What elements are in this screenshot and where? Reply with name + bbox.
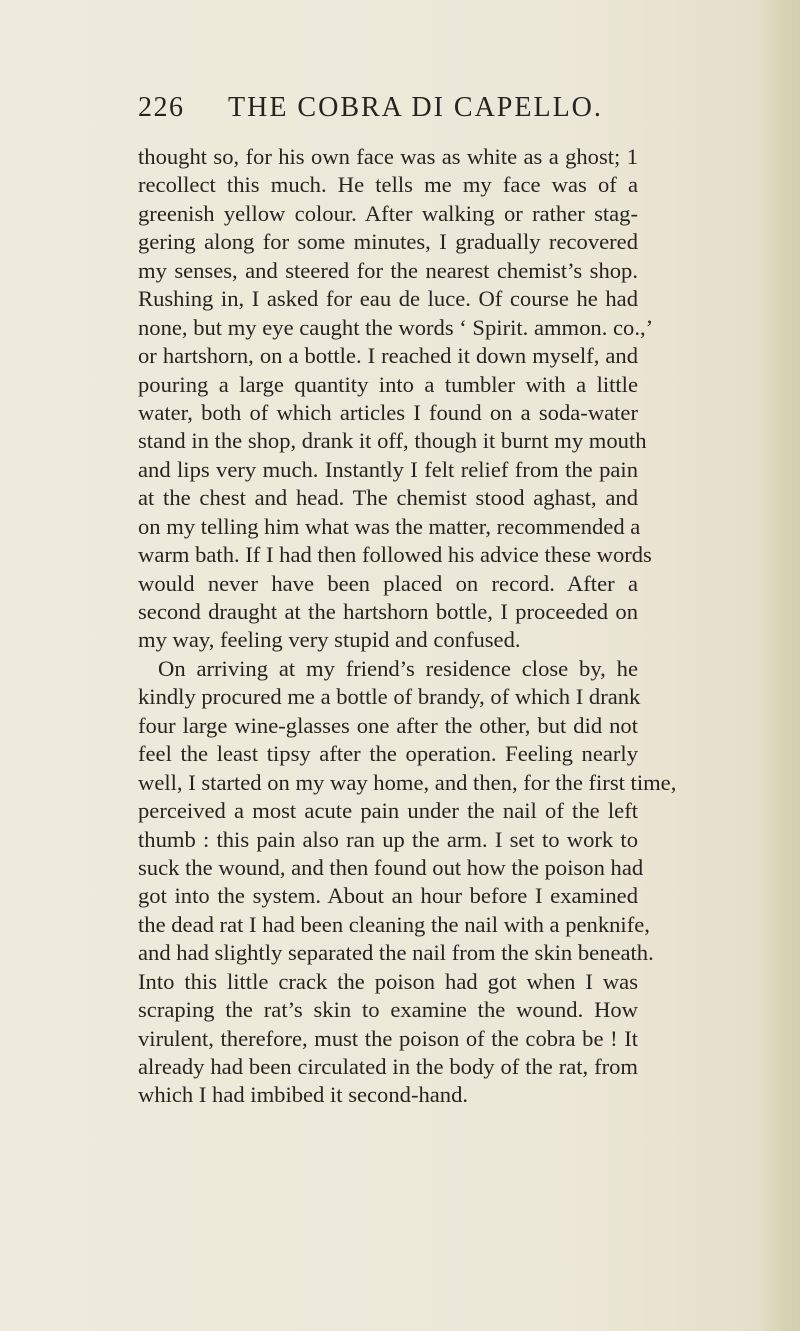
text-line: at the chest and head. The chemist stood aghast, and	[138, 485, 638, 511]
text-line: second draught at the hartshorn bottle, I proceeded on	[138, 599, 638, 624]
text-line: warm bath. If I had then followed his advice these words	[138, 542, 652, 568]
text-line: or hartshorn, on a bottle. I reached it down myself, and	[138, 343, 638, 369]
text-line: well, I started on my way home, and then, for the first time,	[138, 769, 677, 795]
page-number: 226	[138, 92, 185, 123]
paragraph-1	[138, 143, 654, 655]
text-line: virulent, therefore, must the poison of the cobra be ! It	[138, 1025, 638, 1051]
body-text	[138, 143, 677, 1110]
text-line: recollect this much. He tells me my face was of a	[138, 172, 638, 198]
text-line: water, both of which articles I found on a soda-water	[138, 399, 638, 425]
text-line: thought so, for his own face was as white as a ghost; 1	[138, 144, 638, 169]
text-line: which I had imbibed it second-hand.	[138, 1082, 469, 1108]
paragraph-2	[138, 655, 677, 1110]
text-line: got into the system. About an hour before I examined	[138, 883, 638, 909]
text-line: the dead rat I had been cleaning the nail with a penknife,	[138, 911, 650, 937]
text-line: gering along for some minutes, I gradually recovered	[138, 229, 638, 255]
text-line: thumb : this pain also ran up the arm. I set to work to	[138, 826, 638, 852]
running-head: THE COBRA DI CAPELLO.	[228, 92, 603, 123]
text-line: greenish yellow colour. After walking or rather stag-	[138, 200, 638, 226]
text-line: already had been circulated in the body of the rat, from	[138, 1054, 638, 1079]
text-line: and had slightly separated the nail from the skin beneath.	[138, 940, 654, 966]
text-line: suck the wound, and then found out how the poison had	[138, 854, 644, 880]
page-edge-stain	[760, 0, 800, 1331]
text-line: Rushing in, I asked for eau de luce. Of course he had	[138, 286, 638, 312]
text-line: my senses, and steered for the nearest chemist’s shop.	[138, 257, 638, 283]
text-line: On arriving at my friend’s residence close by, he	[158, 655, 638, 681]
text-line: four large wine-glasses one after the other, but did not	[138, 712, 638, 738]
text-line: perceived a most acute pain under the nail of the left	[138, 798, 638, 824]
text-line: on my telling him what was the matter, recommended a	[138, 513, 641, 539]
text-line: none, but my eye caught the words ‘ Spirit. ammon. co.,’	[138, 314, 654, 340]
text-line: would never have been placed on record. After a	[138, 570, 638, 596]
text-line: feel the least tipsy after the operation. Feeling nearly	[138, 741, 638, 767]
text-line: pouring a large quantity into a tumbler with a little	[138, 371, 638, 397]
page-header	[138, 92, 608, 132]
text-line: and lips very much. Instantly I felt relief from the pain	[138, 456, 638, 482]
text-line: scraping the rat’s skin to examine the wound. How	[138, 997, 638, 1023]
text-line: my way, feeling very stupid and confused.	[138, 627, 521, 653]
text-line: stand in the shop, drank it off, though it burnt my mouth	[138, 428, 647, 454]
text-line: kindly procured me a bottle of brandy, of which I drank	[138, 684, 641, 710]
text-line: Into this little crack the poison had got when I was	[138, 968, 638, 994]
